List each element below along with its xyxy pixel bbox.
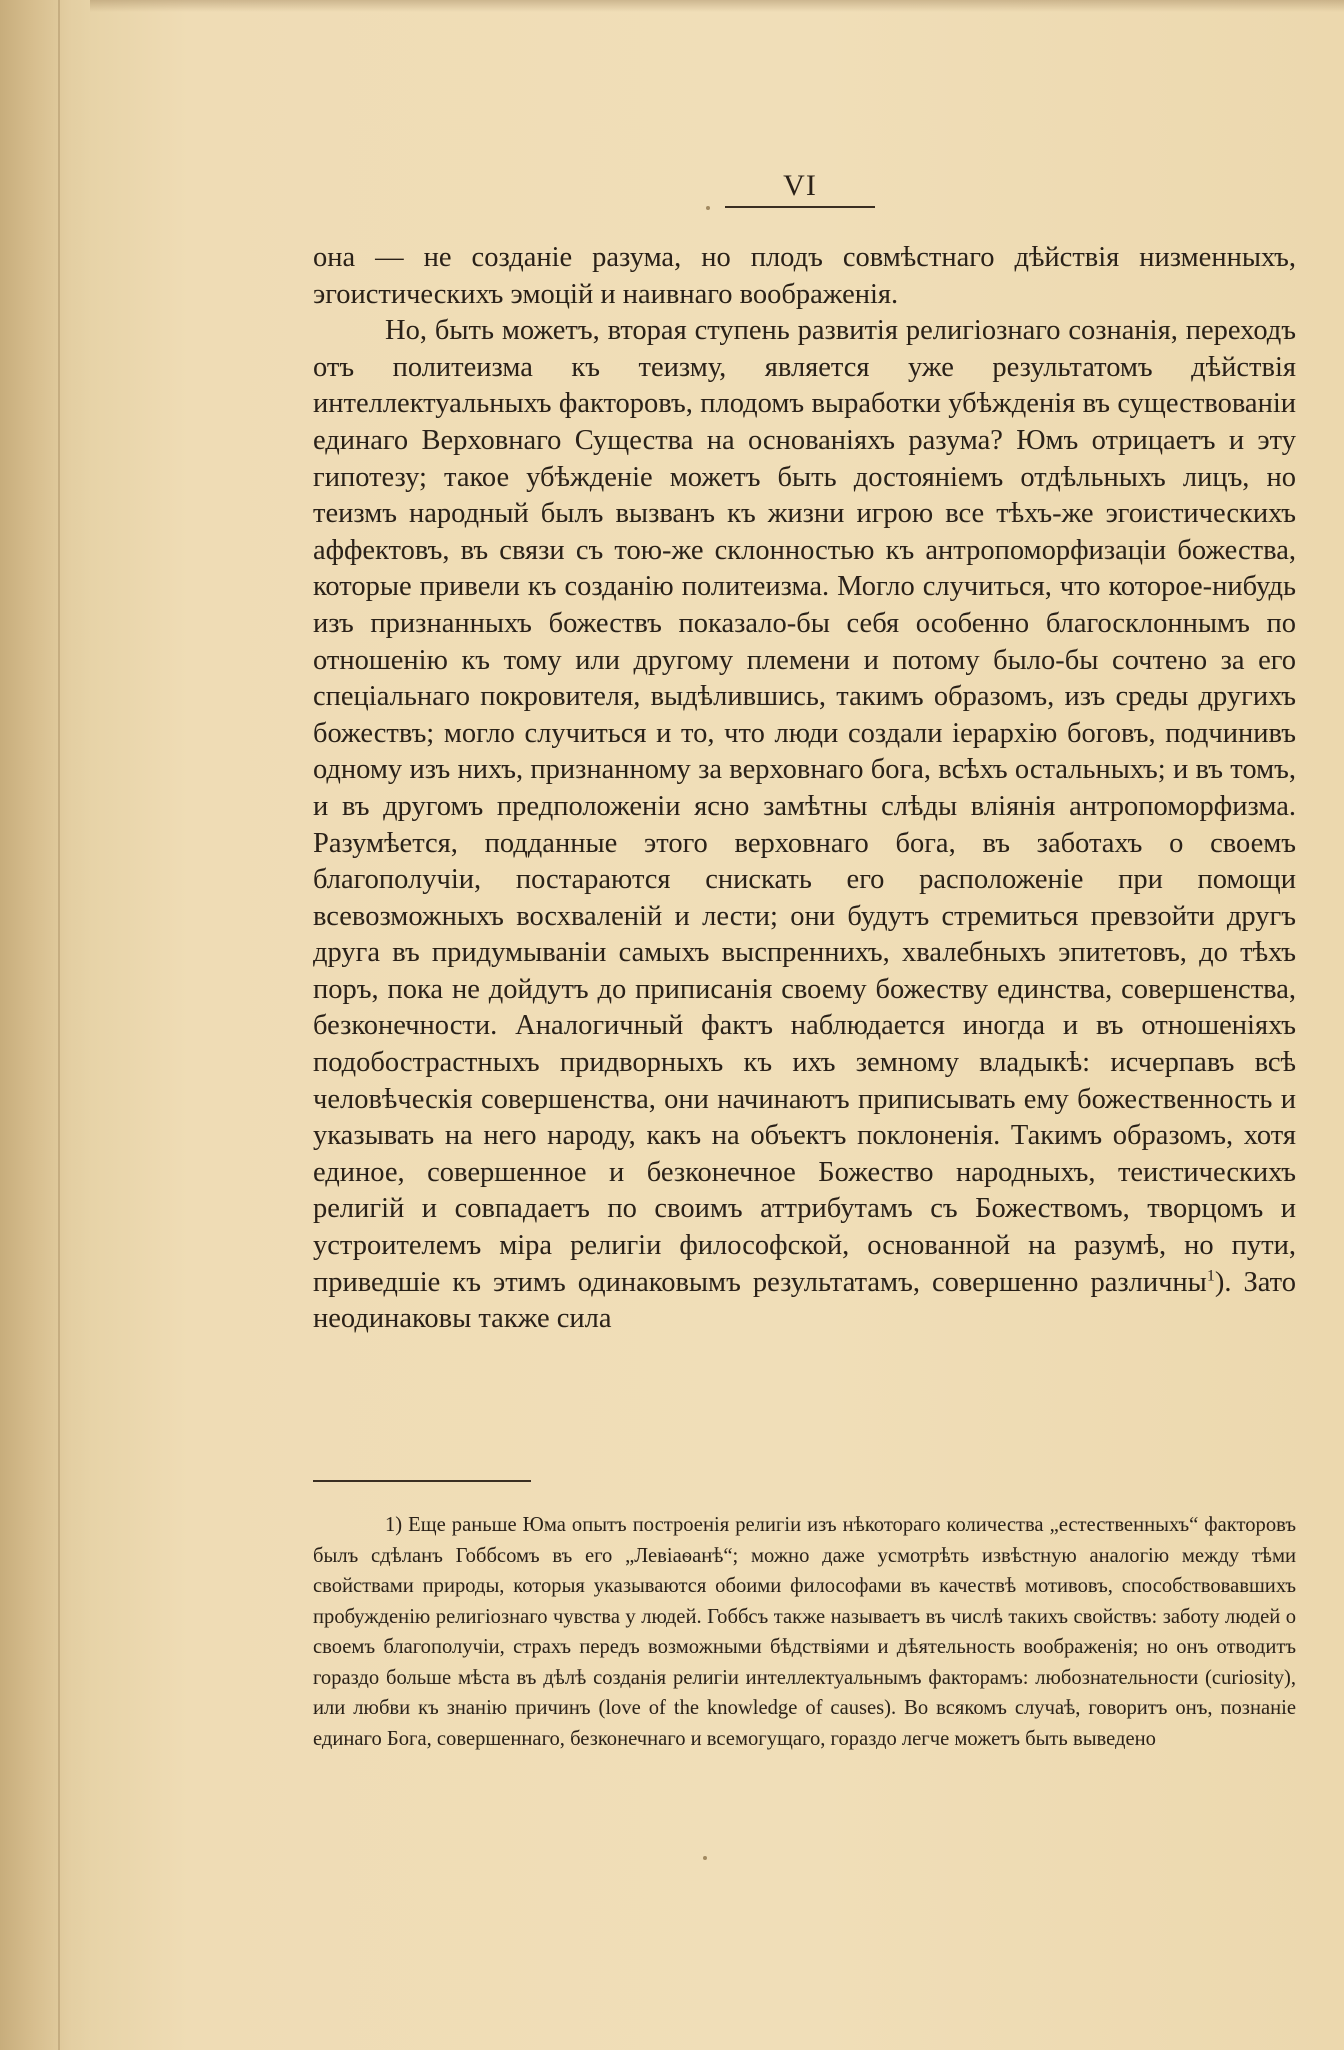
paragraph-main-tail: ). Зато неодинаковы также сила — [313, 1266, 1296, 1335]
page-number: VI — [783, 169, 817, 202]
footnote-reference: 1 — [1206, 1267, 1215, 1285]
paper-speck — [703, 1856, 707, 1860]
main-text — [313, 240, 1296, 1338]
paragraph-main — [313, 313, 1296, 1338]
paragraph-continuation: она — не созданіе разума, но плодъ совмѣстнаго дѣйствія низменныхъ, эгоистическихъ эмоцій и наивнаго воображенія. — [313, 242, 1296, 310]
paper-speck — [706, 206, 710, 210]
page-header — [720, 168, 880, 208]
header-rule — [725, 206, 875, 208]
paragraph-main-text: Но, быть можетъ, вторая ступень развитія религіознаго сознанія, переходъ отъ политеизма къ теизму, является уже результатомъ дѣйствія интеллектуальныхъ факторовъ, плодомъ выработки убѣжденія въ существованіи единаго Верховнаго Существа на основаніяхъ разума? Юмъ отрицаетъ и эту гипотезу; такое убѣжденіе можетъ быть достояніемъ отдѣльныхъ лицъ, но теизмъ народный былъ вызванъ къ жизни игрою все тѣхъ-же эгоистическихъ аффектовъ, въ связи съ тою-же склонностью къ антропоморфизаціи божества, которые привели къ созданію политеизма. Могло случиться, что которое-нибудь изъ признанныхъ божествъ показало-бы себя особенно благосклоннымъ по отношенію къ тому или другому племени и потому было-бы сочтено за его спеціальнаго покровителя, выдѣлившись, такимъ образомъ, изъ среды другихъ божествъ; могло случиться и то, что люди создали іерархію боговъ, подчинивъ одному изъ нихъ, признанному за верховнаго бога, всѣхъ остальныхъ; и въ томъ, и въ другомъ предположеніи ясно замѣтны слѣды вліянія антропоморфизма. Разумѣется, подданные этого верховнаго бога, въ заботахъ о своемъ благополучіи, постараются снискать его расположеніе при помощи всевозможныхъ восхваленій и лести; они будутъ стремиться превзойти другъ друга въ придумываніи самыхъ выспреннихъ, хвалебныхъ эпитетовъ, до тѣхъ поръ, пока не дойдутъ до приписанія своему божеству единства, совершенства, безконечности. Аналогичный фактъ наблюдается иногда и въ отношеніяхъ подобострастныхъ придворныхъ къ ихъ земному владыкѣ: исчерпавъ всѣ человѣческія совершенства, они начинаютъ приписывать ему божественность и указывать на него народу, какъ на объектъ поклоненія. Такимъ образомъ, хотя единое, совершенное и безконечное Божество народныхъ, теистическихъ религій и совпадаетъ по своимъ аттрибутамъ съ Божествомъ, творцомъ и устроителемъ міра религіи философской, основанной на разумѣ, но пути, приведшіе къ этимъ одинаковымъ результатамъ, совершенно различны — [313, 315, 1296, 1298]
page-fold-line — [58, 0, 60, 2050]
page-binding-edge — [0, 0, 90, 2050]
footnote-text: 1) Еще раньше Юма опытъ построенія религіи изъ нѣкотораго количества „естественныхъ“ факторовъ былъ сдѣланъ Гоббсомъ въ его „Левіаѳанѣ“; можно даже усмотрѣть извѣстную аналогію между тѣми свойствами природы, которыя указываются обоими философами въ качествѣ мотивовъ, способствовавшихъ пробужденію религіознаго чувства у людей. Гоббсъ также называетъ въ числѣ такихъ свойствъ: заботу людей о своемъ благополучіи, страхъ передъ возможными бѣдствіями и дѣятельность воображенія; но онъ отводитъ гораздо больше мѣста въ дѣлѣ созданія религіи интеллектуальнымъ факторамъ: любознательности (curiosity), или любви къ знанію причинъ (love of the knowledge of causes). Во всякомъ случаѣ, говоритъ онъ, познаніе единаго Бога, совершеннаго, безконечнаго и всемогущаго, гораздо легче можетъ быть выведено — [313, 1514, 1296, 1750]
footnote-separator — [313, 1480, 531, 1482]
page-top-shadow — [90, 0, 1344, 12]
